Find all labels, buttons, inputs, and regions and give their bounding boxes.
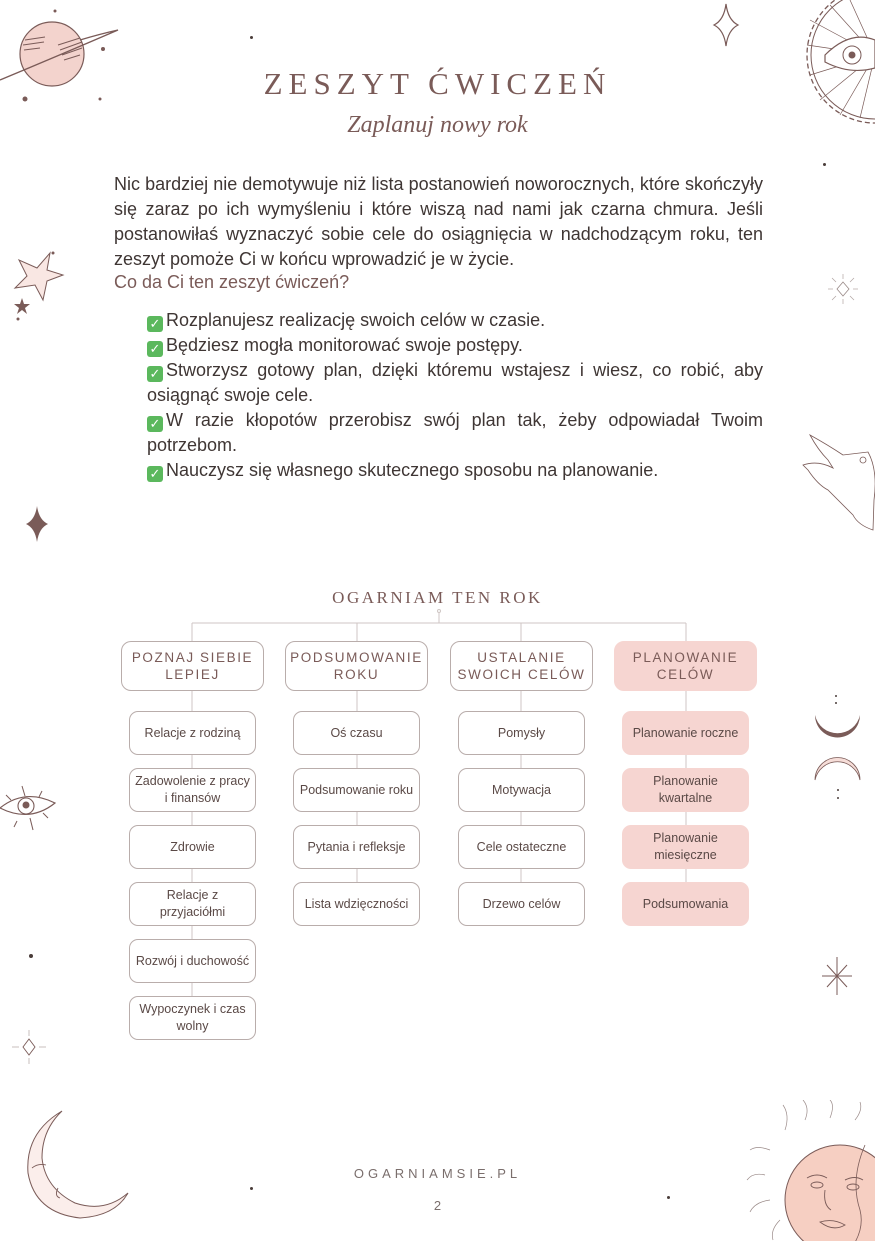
section-question: Co da Ci ten zeszyt ćwiczeń?: [114, 272, 350, 292]
benefit-text: Będziesz mogła monitorować swoje postępy.: [166, 335, 523, 355]
benefit-text: Stworzysz gotowy plan, dzięki któremu wstajesz i wiesz, co robić, aby osiągnąć swoje cele.: [147, 360, 763, 405]
diagram-node: Planowanie miesięczne: [622, 825, 749, 869]
footer-site: OGARNIAMSIE.PL: [353, 1166, 522, 1181]
check-icon: ✓: [147, 366, 163, 382]
diagram-node: Rozwój i duchowość: [129, 939, 256, 983]
page-number: 2: [433, 1198, 442, 1213]
diagram-node: Relacje z rodziną: [129, 711, 256, 755]
column-heading-planowanie-celow: PLANOWANIE CELÓW: [614, 641, 757, 691]
diagram-node: Relacje z przyjaciółmi: [129, 882, 256, 926]
diagram-node: Wypoczynek i czas wolny: [129, 996, 256, 1040]
diagram-node: Podsumowanie roku: [293, 768, 420, 812]
column-heading-ustalanie-celow: USTALANIE SWOICH CELÓW: [450, 641, 593, 691]
diagram-node: Podsumowania: [622, 882, 749, 926]
diagram-node: Lista wdzięczności: [293, 882, 420, 926]
diagram-node: Pomysły: [458, 711, 585, 755]
diagram-node: Zadowolenie z pracy i finansów: [129, 768, 256, 812]
diagram-node: Planowanie kwartalne: [622, 768, 749, 812]
check-icon: ✓: [147, 466, 163, 482]
intro-paragraph: Nic bardziej nie demotywuje niż lista postanowień noworocznych, które skończyły się zaraz po ich wymyśleniu i które wiszą nad nami jak czarna chmura. Jeśli postanowiłaś wyznaczyć sobie cele do osiągnięcia w nadchodzącym roku, ten zeszyt pomoże Ci w końcu wprowadzić je w życie.: [114, 174, 763, 269]
diagram-node: Cele ostateczne: [458, 825, 585, 869]
check-icon: ✓: [147, 316, 163, 332]
page-title: ZESZYT ĆWICZEŃ: [263, 66, 612, 101]
benefit-text: Rozplanujesz realizację swoich celów w czasie.: [166, 310, 546, 330]
column-heading-poznaj-siebie: POZNAJ SIEBIE LEPIEJ: [121, 641, 264, 691]
column-heading-podsumowanie-roku: PODSUMOWANIE ROKU: [285, 641, 428, 691]
page-subtitle: Zaplanuj nowy rok: [347, 112, 528, 138]
check-icon: ✓: [147, 341, 163, 357]
diagram-title: OGARNIAM TEN ROK: [332, 588, 543, 607]
diagram-node: Oś czasu: [293, 711, 420, 755]
diagram-node: Zdrowie: [129, 825, 256, 869]
benefit-text: Nauczysz się własnego skutecznego sposobu na planowanie.: [166, 460, 659, 480]
diagram-node: Motywacja: [458, 768, 585, 812]
benefit-text: W razie kłopotów przerobisz swój plan tak, żeby odpowiadał Twoim potrzebom.: [147, 410, 763, 455]
diagram-node: Pytania i refleksje: [293, 825, 420, 869]
diagram-node: Drzewo celów: [458, 882, 585, 926]
diagram-node: Planowanie roczne: [622, 711, 749, 755]
check-icon: ✓: [147, 416, 163, 432]
